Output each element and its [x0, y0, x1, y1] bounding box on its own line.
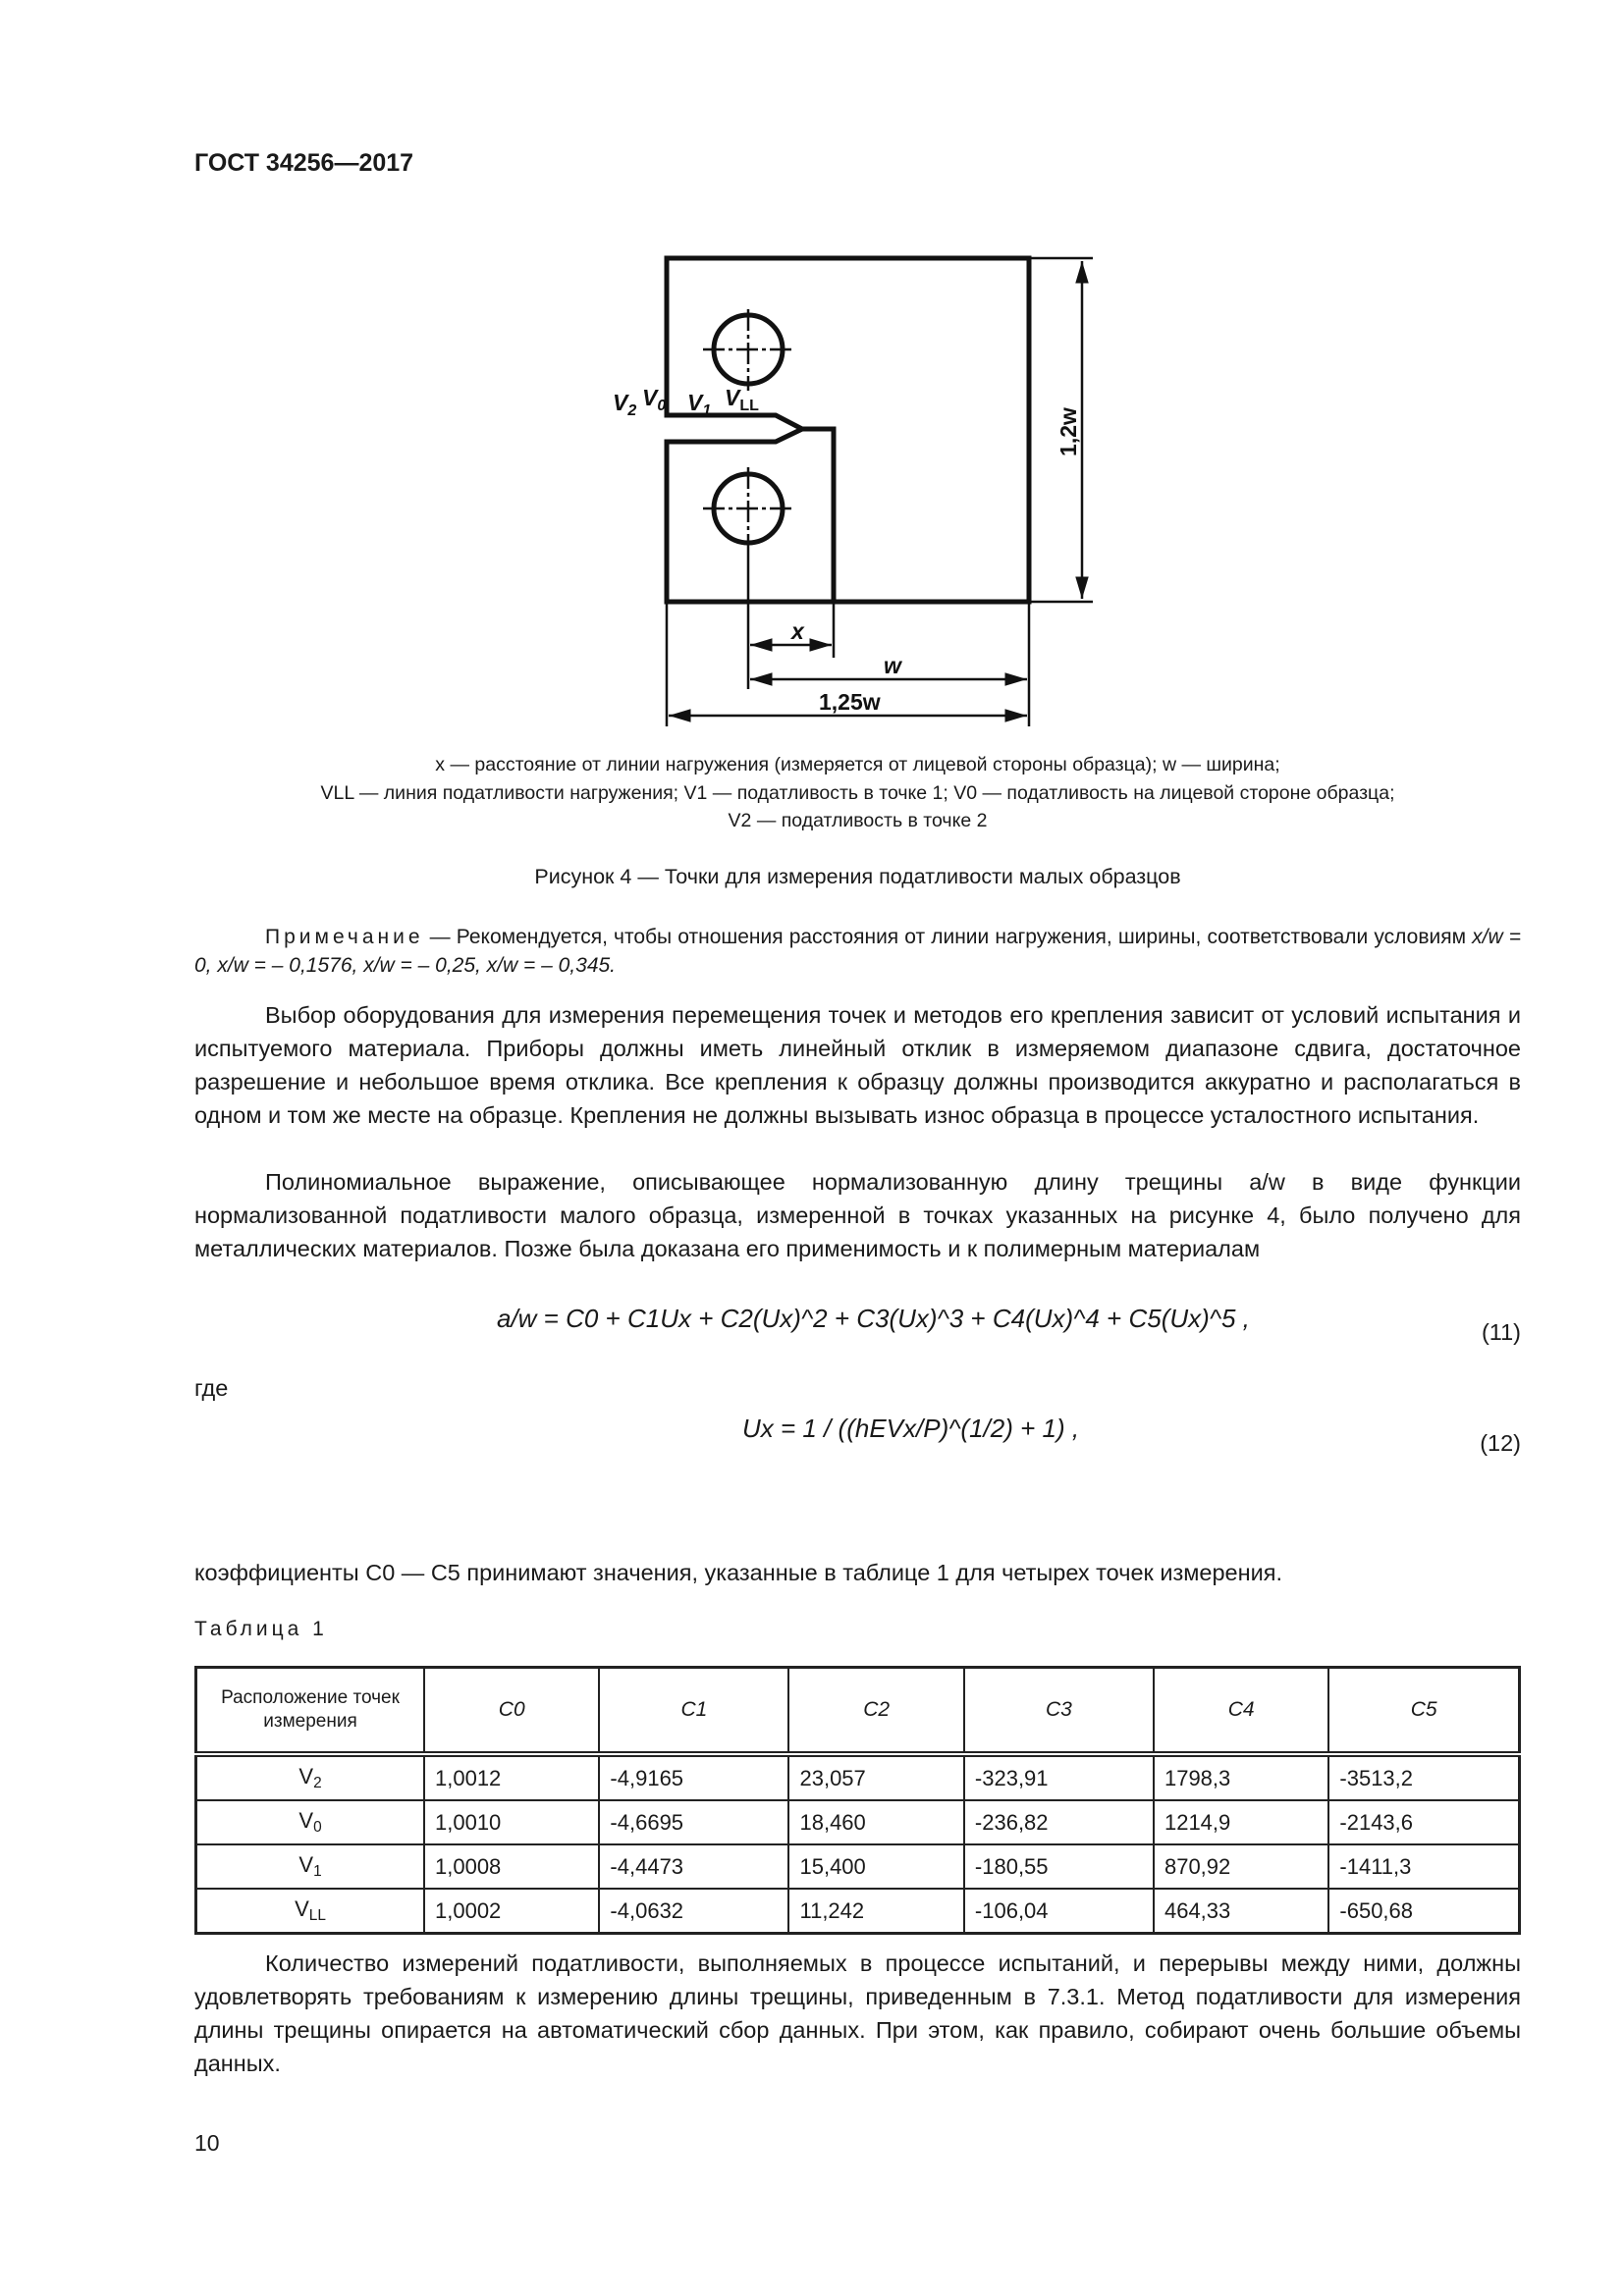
note-text: — Рекомендуется, чтобы отношения расстояния от линии нагружения, ширины, соответствовали условиям	[423, 926, 1473, 948]
coefficient-cell: -106,04	[964, 1889, 1154, 1934]
coefficient-cell: -180,55	[964, 1844, 1154, 1889]
figure-title: Рисунок 4 — Точки для измерения податливости малых образцов	[534, 865, 1181, 888]
coefficient-sentence: коэффициенты C0 — C5 принимают значения, указанные в таблице 1 для четырех точек измерения.	[194, 1560, 1282, 1585]
label-x: x	[791, 618, 804, 644]
coefficient-cell: -2143,6	[1328, 1800, 1519, 1844]
coefficient-cell: -1411,3	[1328, 1844, 1519, 1889]
coefficient-cell: 1,0002	[424, 1889, 599, 1934]
label-1-25w: 1,25w	[819, 689, 881, 715]
where-label: где	[194, 1375, 229, 1401]
label-v1: $V_1$	[687, 390, 712, 419]
column-header: C3	[964, 1668, 1154, 1755]
coefficient-cell: -236,82	[964, 1800, 1154, 1844]
coefficient-cell: 15,400	[788, 1844, 963, 1889]
coefficient-cell: 1,0010	[424, 1800, 599, 1844]
coefficient-cell: -650,68	[1328, 1889, 1519, 1934]
label-v2: $V_2$	[613, 390, 637, 419]
label-vll: $V_{LL}$	[725, 385, 759, 414]
page-number: 10	[194, 2130, 220, 2156]
column-header: C4	[1154, 1668, 1328, 1755]
document-header: ГОСТ 34256—2017	[194, 149, 414, 177]
column-header: Расположение точек измерения	[196, 1668, 425, 1755]
coefficient-cell: 1,0012	[424, 1754, 599, 1800]
coefficient-cell: -4,4473	[599, 1844, 788, 1889]
equation-12-number: (12)	[1480, 1430, 1521, 1456]
coefficient-cell: 23,057	[788, 1754, 963, 1800]
table-row	[196, 1889, 1520, 1934]
column-header: C2	[788, 1668, 963, 1755]
coefficient-cell: 11,242	[788, 1889, 963, 1934]
coefficient-cell: -4,0632	[599, 1889, 788, 1934]
paragraph: Выбор оборудования для измерения перемещения точек и методов его крепления зависит от условий испытания и испытуемого материала. Приборы должны иметь линейный отклик в измеряемом диапазоне сдвига, достаточное разрешение и небольшое время отклика. Все крепления к образцу должны производится аккуратно и располагаться в одном и том же месте на образце. Крепления не должны вызывать износ образца в процессе усталостного испытания.	[194, 1002, 1521, 1128]
location-cell: $V_1$	[196, 1844, 425, 1889]
note-label: Примечание	[265, 926, 424, 948]
table-row	[196, 1800, 1520, 1844]
coefficient-cell: 1,0008	[424, 1844, 599, 1889]
caption-line: V2 — податливость в точке 2	[728, 810, 988, 831]
coefficient-cell: 1798,3	[1154, 1754, 1328, 1800]
equation-12: Ux = 1 / ((hEVx/P)^(1/2) + 1) ,	[742, 1414, 1080, 1443]
note-conditions: x/w = 0, x/w = – 0,1576, x/w = – 0,25, x/w = – 0,345.	[194, 926, 1521, 977]
coefficient-cell: -4,9165	[599, 1754, 788, 1800]
figure-caption	[194, 751, 1521, 835]
paragraph: Полиномиальное выражение, описывающее нормализованную длину трещины a/w в виде функции нормализованной податливости малого образца, измеренной в точках указанных на рисунке 4, было получено для металлических материалов. Позже была доказана его применимость и к полимерным материалам	[194, 1169, 1521, 1261]
coefficient-cell: -4,6695	[599, 1800, 788, 1844]
coefficient-cell: -3513,2	[1328, 1754, 1519, 1800]
coefficient-cell: -323,91	[964, 1754, 1154, 1800]
coefficients-table	[194, 1666, 1521, 1935]
table-title: Таблица 1	[194, 1618, 328, 1640]
coefficient-cell: 870,92	[1154, 1844, 1328, 1889]
column-header: C1	[599, 1668, 788, 1755]
label-1-2w: 1,2w	[1056, 407, 1081, 456]
caption-line: x — расстояние от линии нагружения (измеряется от лицевой стороны образца); w — ширина;	[435, 754, 1280, 775]
location-cell: $V_2$	[196, 1754, 425, 1800]
coefficient-cell: 464,33	[1154, 1889, 1328, 1934]
paragraph: Количество измерений податливости, выполняемых в процессе испытаний, и перерывы между ними, должны удовлетворять требованиям к измерению длины трещины, приведенным в 7.3.1. Метод податливости для измерения длины трещины опирается на автоматический сбор данных. При этом, как правило, собирают очень большие объемы данных.	[194, 1950, 1521, 2076]
column-header: C5	[1328, 1668, 1519, 1755]
coefficient-cell: 18,460	[788, 1800, 963, 1844]
label-w: w	[884, 653, 901, 678]
table-row	[196, 1844, 1520, 1889]
specimen-outline	[667, 258, 1029, 602]
caption-line: VLL — линия податливости нагружения; V1 — податливость в точке 1; V0 — податливость на лицевой стороне образца;	[320, 781, 1395, 804]
specimen-figure	[0, 0, 1624, 746]
location-cell: $V_0$	[196, 1800, 425, 1844]
note	[194, 923, 1521, 980]
location-cell: $V_{LL}$	[196, 1889, 425, 1934]
equation-11-number: (11)	[1481, 1319, 1521, 1345]
label-v0: $V_0$	[642, 385, 667, 414]
table-header-row	[196, 1668, 1520, 1755]
equation-11: a/w = C0 + C1Ux + C2(Ux)^2 + C3(Ux)^3 + C4(Ux)^4 + C5(Ux)^5 ,	[497, 1304, 1250, 1333]
column-header: C0	[424, 1668, 599, 1755]
coefficient-cell: 1214,9	[1154, 1800, 1328, 1844]
table-row	[196, 1754, 1520, 1800]
